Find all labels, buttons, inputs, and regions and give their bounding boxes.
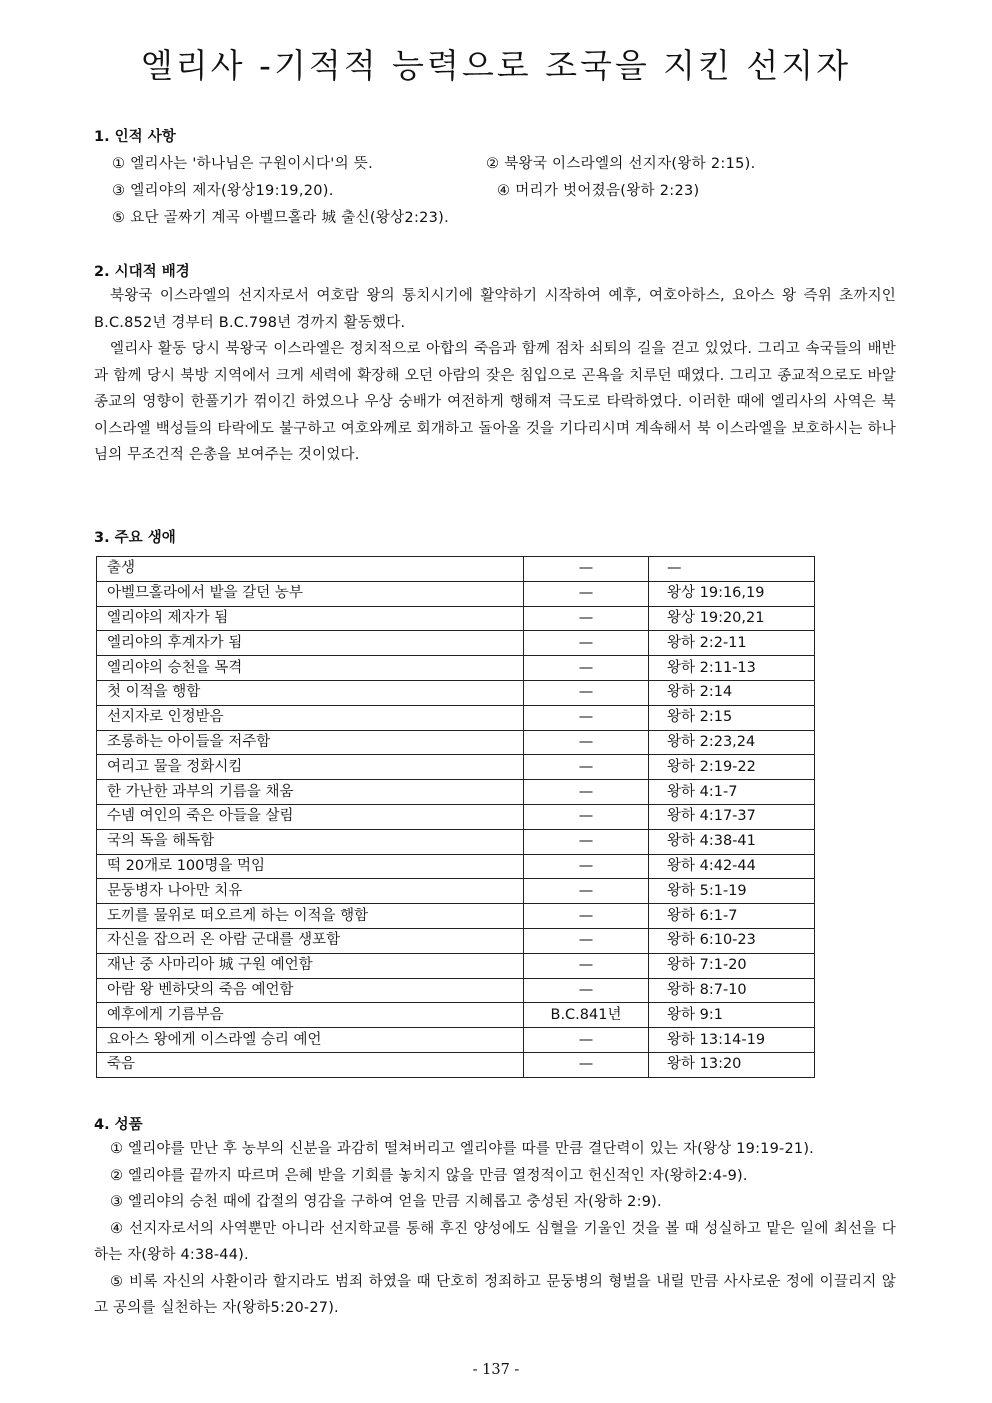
reference-cell: 왕하 2:15 bbox=[649, 705, 815, 730]
table-row bbox=[97, 829, 815, 854]
reference-cell: — bbox=[649, 557, 815, 582]
event-cell: 요아스 왕에게 이스라엘 승리 예언 bbox=[97, 1028, 524, 1053]
reference-cell: 왕상 19:20,21 bbox=[649, 606, 815, 631]
reference-cell: 왕하 4:42-44 bbox=[649, 854, 815, 879]
table-row bbox=[97, 656, 815, 681]
table-row bbox=[97, 804, 815, 829]
reference-cell: 왕하 8:7-10 bbox=[649, 978, 815, 1003]
event-cell: 국의 독을 해독함 bbox=[97, 829, 524, 854]
table-row bbox=[97, 854, 815, 879]
character-paragraph-5: ⑤ 비록 자신의 사환이라 할지라도 범죄 하였을 때 단호히 정죄하고 문둥병의 형벌을 내릴 만큼 사사로운 정에 이끌리지 않고 공의를 실천하는 자(왕하5:20-27). bbox=[94, 1273, 896, 1316]
reference-cell: 왕하 4:1-7 bbox=[649, 780, 815, 805]
life-events-table bbox=[96, 556, 815, 1078]
date-cell: — bbox=[524, 1028, 649, 1053]
reference-cell: 왕하 2:2-11 bbox=[649, 631, 815, 656]
background-paragraph-2: 엘리사 활동 당시 북왕국 이스라엘은 정치적으로 아합의 죽음과 함께 점차 쇠퇴의 길을 걷고 있었다. 그리고 속국들의 배반과 함께 당시 북방 지역에서 크게 세력에 확장해 오던 아람의 잦은 침입으로 곤욕을 치루던 때였다. 그리고 종교적으로도 바알 종교의 영향이 한풀기가 꺾이긴 하였으나 우상 숭배가 여전하게 행해져 극도로 타락하였다. 이러한 때에 엘리사의 사역은 북 이스라엘 백성들의 타락에도 불구하고 여호와께로 회개하고 돌아올 것을 기다리시며 계속해서 북 이스라엘을 보호하시는 하나님의 무조건적 은총을 보여주는 것이었다. bbox=[94, 341, 896, 463]
section-4-heading: 4. 성품 bbox=[94, 1117, 143, 1133]
event-cell: 떡 20개로 100명을 먹임 bbox=[97, 854, 524, 879]
reference-cell: 왕하 9:1 bbox=[649, 1003, 815, 1028]
event-cell: 아벨므홀라에서 밭을 갈던 농부 bbox=[97, 581, 524, 606]
section-3-heading: 3. 주요 생애 bbox=[94, 530, 176, 546]
date-cell: — bbox=[524, 829, 649, 854]
table-row bbox=[97, 904, 815, 929]
reference-cell: 왕하 4:17-37 bbox=[649, 804, 815, 829]
reference-cell: 왕하 13:14-19 bbox=[649, 1028, 815, 1053]
table-row bbox=[97, 730, 815, 755]
section-1-heading: 1. 인적 사항 bbox=[94, 129, 176, 145]
character-paragraph-2: ② 엘리야를 끝까지 따르며 은혜 받을 기회를 놓치지 않을 만큼 열정적이고 헌신적인 자(왕하2:4-9). bbox=[110, 1167, 748, 1184]
date-cell: — bbox=[524, 953, 649, 978]
event-cell: 여리고 물을 정화시킴 bbox=[97, 755, 524, 780]
date-cell: — bbox=[524, 879, 649, 904]
date-cell: — bbox=[524, 804, 649, 829]
event-cell: 선지자로 인정받음 bbox=[97, 705, 524, 730]
reference-cell: 왕상 19:16,19 bbox=[649, 581, 815, 606]
event-cell: 출생 bbox=[97, 557, 524, 582]
event-cell: 첫 이적을 행함 bbox=[97, 680, 524, 705]
date-cell: — bbox=[524, 680, 649, 705]
character-text bbox=[94, 1136, 896, 1322]
table-row bbox=[97, 631, 815, 656]
table-row bbox=[97, 780, 815, 805]
table-row bbox=[97, 705, 815, 730]
date-cell: — bbox=[524, 606, 649, 631]
date-cell: — bbox=[524, 656, 649, 681]
table-row bbox=[97, 680, 815, 705]
reference-cell: 왕하 4:38-41 bbox=[649, 829, 815, 854]
event-cell: 죽음 bbox=[97, 1052, 524, 1077]
date-cell: — bbox=[524, 978, 649, 1003]
date-cell: — bbox=[524, 904, 649, 929]
table-row bbox=[97, 1052, 815, 1077]
date-cell: B.C.841년 bbox=[524, 1003, 649, 1028]
reference-cell: 왕하 6:1-7 bbox=[649, 904, 815, 929]
date-cell: — bbox=[524, 854, 649, 879]
personal-item-2: ② 북왕국 이스라엘의 선지자(왕하 2:15). bbox=[486, 156, 756, 172]
table-row bbox=[97, 978, 815, 1003]
date-cell: — bbox=[524, 755, 649, 780]
event-cell: 한 가난한 과부의 기름을 채움 bbox=[97, 780, 524, 805]
date-cell: — bbox=[524, 1052, 649, 1077]
table-row bbox=[97, 1003, 815, 1028]
event-cell: 아람 왕 벤하닷의 죽음 예언함 bbox=[97, 978, 524, 1003]
page-title: 엘리사 -기적적 능력으로 조국을 지킨 선지자 bbox=[140, 46, 852, 85]
table-row bbox=[97, 1028, 815, 1053]
date-cell: — bbox=[524, 730, 649, 755]
background-paragraph-1: 북왕국 이스라엘의 선지자로서 여호람 왕의 통치시기에 활약하기 시작하여 예후, 여호아하스, 요아스 왕 즉위 초까지인 B.C.852년 경부터 B.C.798년 경까지 활동했다. bbox=[94, 288, 896, 331]
table-row bbox=[97, 606, 815, 631]
personal-item-1: ① 엘리사는 '하나님은 구원이시다'의 뜻. bbox=[112, 156, 374, 172]
table-row bbox=[97, 581, 815, 606]
event-cell: 예후에게 기름부음 bbox=[97, 1003, 524, 1028]
reference-cell: 왕하 2:11-13 bbox=[649, 656, 815, 681]
event-cell: 수넴 여인의 죽은 아들을 살림 bbox=[97, 804, 524, 829]
date-cell: — bbox=[524, 557, 649, 582]
reference-cell: 왕하 2:23,24 bbox=[649, 730, 815, 755]
date-cell: — bbox=[524, 631, 649, 656]
personal-item-4: ④ 머리가 벗어졌음(왕하 2:23) bbox=[497, 183, 700, 199]
event-cell: 엘리야의 제자가 됨 bbox=[97, 606, 524, 631]
table-row bbox=[97, 755, 815, 780]
table-row bbox=[97, 928, 815, 953]
personal-item-3: ③ 엘리야의 제자(왕상19:19,20). bbox=[112, 183, 334, 199]
table-row bbox=[97, 953, 815, 978]
event-cell: 엘리야의 후계자가 됨 bbox=[97, 631, 524, 656]
page-number: - 137 - bbox=[472, 1362, 520, 1378]
table-row bbox=[97, 557, 815, 582]
date-cell: — bbox=[524, 705, 649, 730]
character-paragraph-4: ④ 선지자로서의 사역뿐만 아니라 선지학교를 통해 후진 양성에도 심혈을 기울인 것을 볼 때 성실하고 맡은 일에 최선을 다하는 자(왕하 4:38-44). bbox=[94, 1220, 896, 1263]
reference-cell: 왕하 2:19-22 bbox=[649, 755, 815, 780]
reference-cell: 왕하 2:14 bbox=[649, 680, 815, 705]
date-cell: — bbox=[524, 581, 649, 606]
table-row bbox=[97, 879, 815, 904]
reference-cell: 왕하 6:10-23 bbox=[649, 928, 815, 953]
character-paragraph-1: ① 엘리야를 만난 후 농부의 신분을 과감히 떨쳐버리고 엘리야를 따를 만큼 결단력이 있는 자(왕상 19:19-21). bbox=[110, 1141, 814, 1157]
date-cell: — bbox=[524, 780, 649, 805]
character-paragraph-3: ③ 엘리야의 승천 때에 갑절의 영감을 구하여 얻을 만큼 지혜롭고 충성된 자(왕하 2:9). bbox=[110, 1194, 662, 1210]
event-cell: 도끼를 물위로 떠오르게 하는 이적을 행함 bbox=[97, 904, 524, 929]
event-cell: 엘리야의 승천을 목격 bbox=[97, 656, 524, 681]
event-cell: 자신을 잡으러 온 아람 군대를 생포함 bbox=[97, 928, 524, 953]
reference-cell: 왕하 7:1-20 bbox=[649, 953, 815, 978]
reference-cell: 왕하 13:20 bbox=[649, 1052, 815, 1077]
section-2-heading: 2. 시대적 배경 bbox=[94, 264, 190, 280]
event-cell: 조롱하는 아이들을 저주함 bbox=[97, 730, 524, 755]
background-text bbox=[94, 283, 896, 469]
personal-item-5: ⑤ 요단 골짜기 계곡 아벨므홀라 城 출신(왕상2:23). bbox=[112, 210, 450, 226]
reference-cell: 왕하 5:1-19 bbox=[649, 879, 815, 904]
event-cell: 재난 중 사마리아 城 구원 예언함 bbox=[97, 953, 524, 978]
date-cell: — bbox=[524, 928, 649, 953]
event-cell: 문둥병자 나아만 치유 bbox=[97, 879, 524, 904]
